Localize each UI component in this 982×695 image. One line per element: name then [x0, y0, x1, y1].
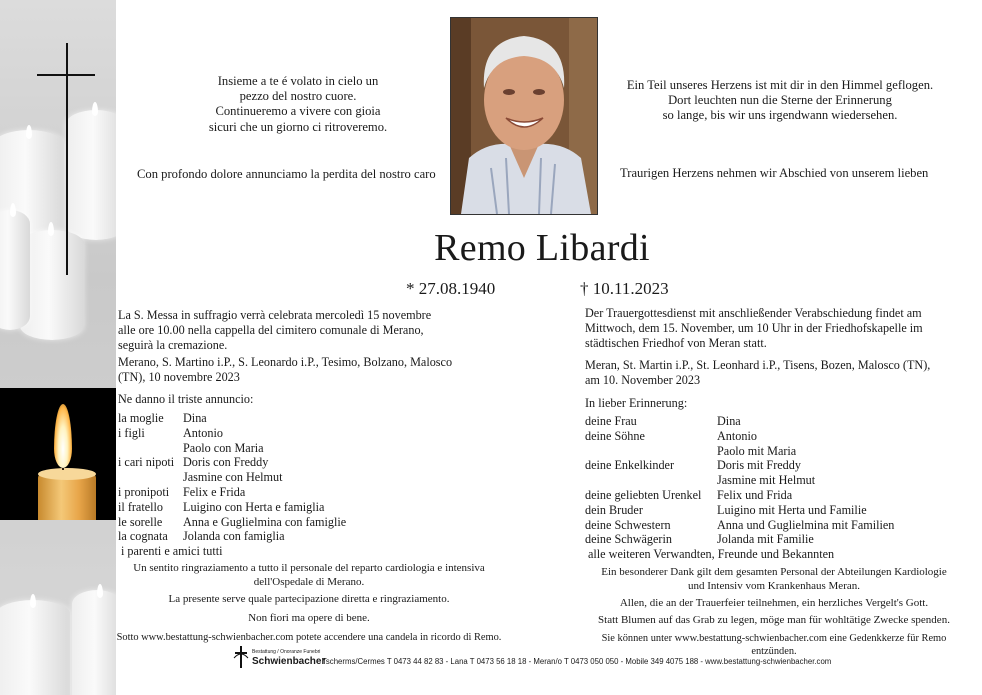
text-line: Meran, St. Martin i.P., St. Leonhard i.P., Tisens, Bozen, Malosco (TN), [585, 358, 931, 372]
portrait-photo [450, 17, 598, 215]
list-item: la cognata Jolanda con famiglia [118, 529, 285, 544]
poem-line: pezzo del nostro cuore. [239, 89, 357, 104]
poem-line: sicuri che un giorno ci ritroveremo. [208, 119, 388, 134]
list-item: i parenti e amici tutti [121, 544, 223, 559]
ghost-flame [48, 222, 54, 236]
text-line: entzünden. [751, 646, 797, 657]
ghost-candle [66, 110, 116, 240]
text-line: Der Trauergottesdienst mit anschließender Verabschiedung findet am [585, 306, 922, 320]
list-item: deine Schwägerin Jolanda mit Familie [585, 532, 814, 547]
list-item: la moglie Dina [118, 411, 207, 425]
birth-date: * 27.08.1940 [406, 279, 496, 298]
text-line: alle ore 10.00 nella cappella del cimitero comunale di Merano, [118, 322, 424, 337]
list-item: dein Bruder Luigino mit Herta und Familie [585, 502, 867, 517]
list-item: deine Schwestern Anna und Guglielmina mit Familien [585, 517, 895, 532]
text-line: (TN), 10 novembre 2023 [118, 369, 240, 384]
poem-line: so lange, bis wir uns irgendwann wiedersehen. [662, 108, 898, 123]
logo-subtitle: Bestattung / Onoranze Funebri [252, 649, 321, 655]
funeral-home-logo [233, 646, 325, 668]
text-line: Merano, S. Martino i.P., S. Leonardo i.P., Tesimo, Bolzano, Malosco [118, 355, 453, 369]
poem-line: Ein Teil unseres Herzens ist mit dir in den Himmel geflogen. [626, 78, 934, 92]
place-date-italian [118, 355, 452, 385]
ghost-flame [10, 203, 16, 217]
notice-italian: La presente serve quale partecipazione diretta e ringraziamento. [168, 593, 450, 605]
ghost-flame [26, 125, 32, 139]
list-item: alle weiteren Verwandten, Freunde und Bekannten [588, 547, 835, 562]
mourners-intro-german: In lieber Erinnerung: [585, 396, 688, 410]
deceased-name: Remo Libardi [434, 227, 650, 269]
candle-icon [38, 474, 96, 520]
list-item: i figli Antonio [118, 425, 223, 440]
list-item: i pronipoti Felix e Frida [118, 484, 246, 499]
portrait-illustration [451, 18, 597, 214]
cross-icon-bar [37, 74, 95, 76]
poem-line: Dort leuchten nun die Sterne der Erinnerung [668, 93, 892, 108]
text-line: Sie können unter www.bestattung-schwienbacher.com eine Gedenkkerze für Remo [601, 633, 947, 644]
poem-line: Insieme a te é volato in cielo un [217, 74, 379, 88]
text-line: städtischen Friedhof von Meran statt. [585, 335, 767, 350]
ghost-flame [92, 102, 98, 116]
poem-german [620, 78, 940, 124]
text-line: La S. Messa in suffragio verrà celebrata mercoledì 15 novembre [118, 308, 432, 322]
ghost-flame [97, 584, 103, 598]
text-line: dell'Ospedale di Merano. [253, 575, 365, 588]
text-line: am 10. November 2023 [585, 372, 701, 387]
list-item: Paolo con Maria [183, 440, 264, 455]
text-line: seguirà la cremazione. [118, 337, 228, 352]
list-item: deine Söhne Antonio [585, 428, 757, 443]
ghost-candle [72, 590, 116, 695]
death-date: † 10.11.2023 [580, 279, 669, 298]
text-line: und Intensiv vom Krankenhaus Meran. [688, 579, 860, 592]
mourners-intro-italian: Ne danno il triste annuncio: [118, 392, 254, 406]
logo-name: Schwienbacher [252, 656, 326, 667]
text-line: Ein besonderer Dank gilt dem gesamten Personal der Abteilungen Kardiologie [601, 566, 947, 578]
footer-contact: Tscherms/Cermes T 0473 44 82 83 - Lana T 0473 56 18 18 - Meran/o T 0473 050 050 - Mobile 349 4075 188 - www.bestattung-schwienbacher.com [322, 657, 832, 666]
ghost-flame [30, 594, 36, 608]
candle-link-italian: Sotto www.bestattung-schwienbacher.com potete accendere una candela in ricordo di Remo. [116, 632, 502, 643]
announcement-italian: Con profondo dolore annunciamo la perdita del nostro caro [137, 167, 436, 181]
mourners-list-italian [118, 411, 346, 559]
list-item: il fratello Luigino con Herta e famiglia [118, 499, 325, 514]
list-item: Jasmine con Helmut [183, 470, 283, 485]
list-item: deine Frau Dina [585, 414, 741, 428]
cross-logo-icon [233, 646, 249, 668]
candle-top [38, 468, 96, 480]
candle-link-german [574, 632, 974, 658]
text-line: Mittwoch, dem 15. November, um 10 Uhr in der Friedhofskapelle im [585, 320, 923, 335]
thanks-german [574, 566, 974, 593]
funeral-thanks-german: Allen, die an der Trauerfeier teilnehmen, ein herzliches Vergelt's Gott. [619, 597, 929, 609]
flowers-german: Statt Blumen auf das Grab zu legen, möge man für wohltätige Zwecke spenden. [598, 614, 950, 626]
ghost-candle [0, 600, 70, 695]
list-item: i cari nipoti Doris con Freddy [118, 455, 269, 470]
mass-info-italian [118, 308, 431, 352]
poem-line: Continueremo a vivere con gioia [215, 104, 381, 119]
thanks-italian [118, 562, 500, 589]
mourners-list-german [585, 414, 894, 562]
announcement-german: Traurigen Herzens nehmen wir Abschied von unserem lieben [620, 166, 929, 180]
text-line: Un sentito ringraziamento a tutto il personale del reparto cardiologia e intensiva [133, 562, 485, 574]
list-item: le sorelle Anna e Guglielmina con famiglie [118, 514, 347, 529]
list-item: deine geliebten Urenkel Felix und Frida [585, 487, 793, 502]
list-item: deine Enkelkinder Doris mit Freddy [585, 458, 801, 473]
cross-icon [66, 43, 68, 275]
list-item: Paolo mit Maria [717, 443, 797, 458]
poem-italian [176, 74, 420, 135]
ghost-candle [0, 210, 30, 330]
list-item: Jasmine mit Helmut [717, 473, 816, 488]
place-date-german [585, 358, 930, 388]
flowers-italian: Non fiori ma opere di bene. [248, 612, 370, 624]
background-candles-strip [0, 0, 116, 695]
mass-info-german [585, 306, 923, 350]
